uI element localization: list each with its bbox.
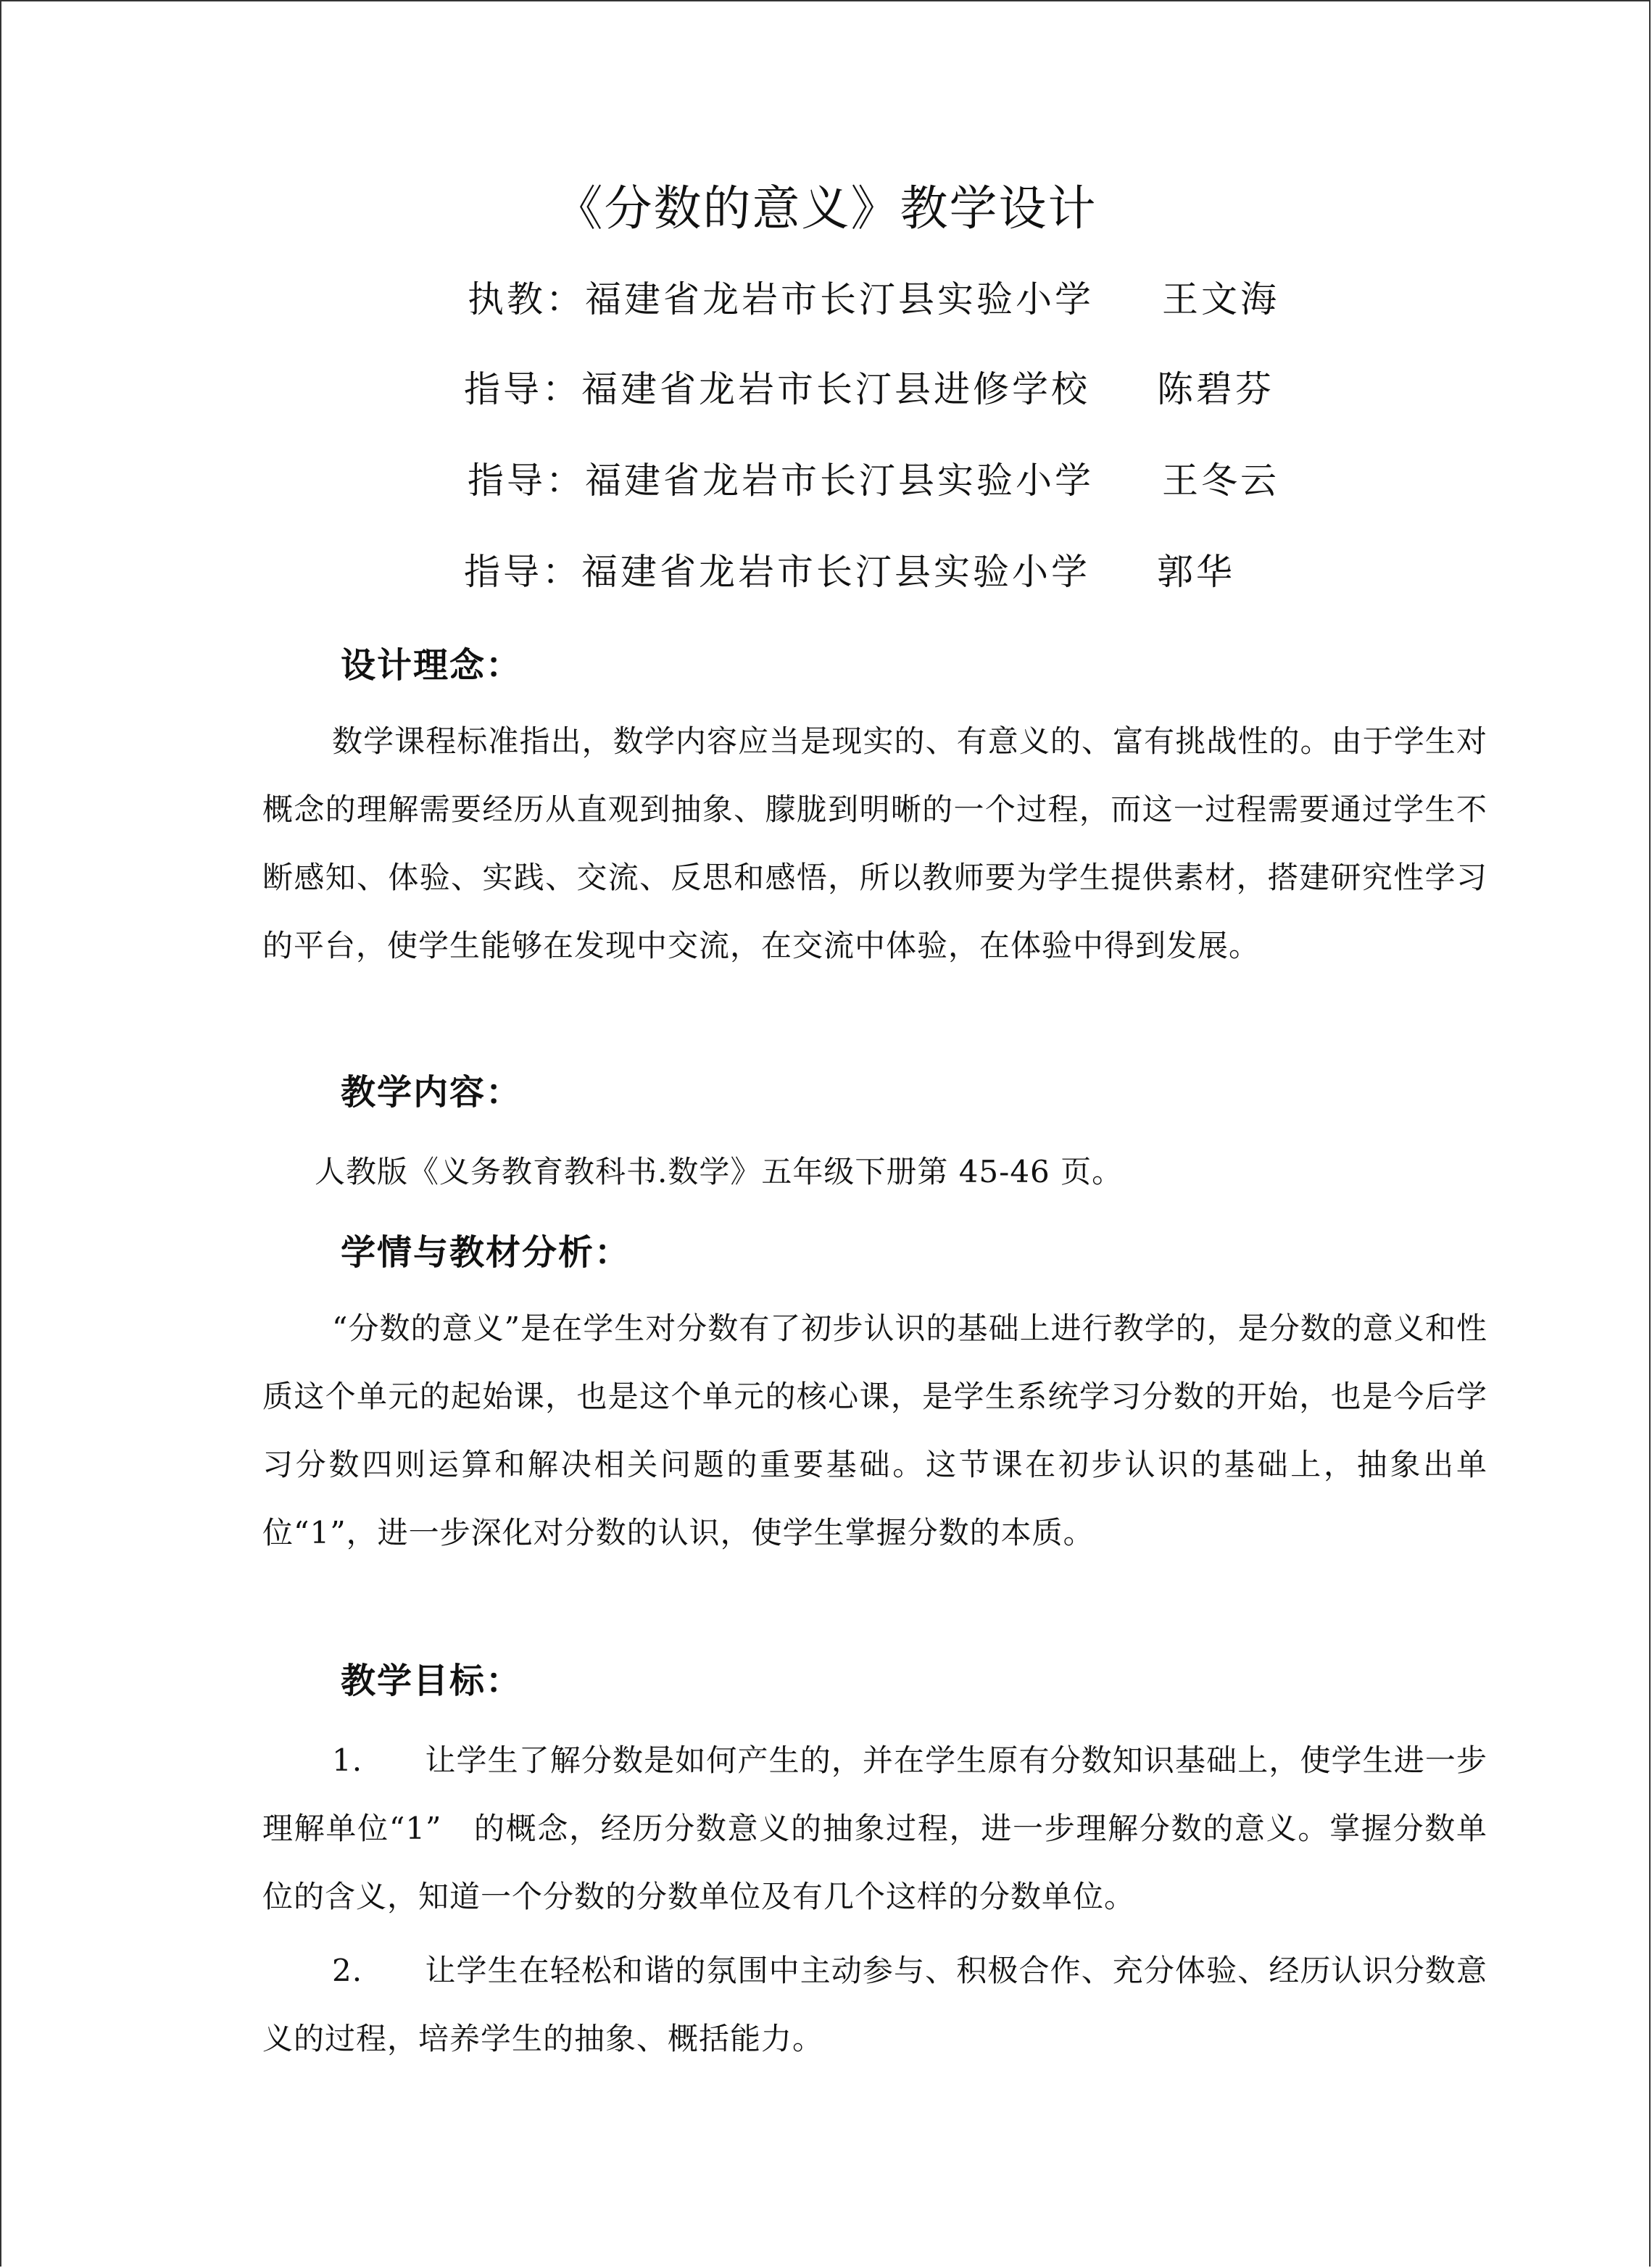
section-paragraph: “分数的意义”是在学生对分数有了初步认识的基础上进行教学的，是分数的意义和性质这个单元的起始课，也是这个单元的核心课，是学生系统学习分数的开始，也是今后学习分数四则运算和解决相关问题的重要基础。这节课在初步认识的基础上，抽象出单位“1”，进一步深化对分数的认识，使学生掌握分数的本质。	[262, 1310, 1487, 1550]
credit-role: 指导：	[468, 460, 585, 502]
credit-org: 福建省龙岩市长汀县进修学校	[581, 368, 1090, 410]
credit-line-advisor-1	[464, 367, 1274, 412]
credit-name: 王冬云	[1162, 460, 1279, 502]
section-paragraph: 数学课程标准指出，数学内容应当是现实的、有意义的、富有挑战性的。由于学生对概念的理解需要经历从直观到抽象、朦胧到明晰的一个过程，而这一过程需要通过学生不断感知、体验、实践、交流、反思和感悟，所以教师要为学生提供素材，搭建研究性学习的平台，使学生能够在发现中交流，在交流中体验，在体验中得到发展。	[262, 723, 1487, 963]
credit-org: 福建省龙岩市长汀县实验小学	[585, 278, 1094, 320]
credit-org: 福建省龙岩市长汀县实验小学	[585, 460, 1094, 502]
credit-line-advisor-3	[464, 549, 1235, 594]
credit-name: 王文海	[1162, 278, 1279, 320]
credit-role: 指导：	[464, 368, 581, 410]
credit-line-advisor-2	[468, 458, 1279, 503]
section-paragraph: 人教版《义务教育教科书.数学》五年级下册第 45-46 页。	[315, 1154, 1124, 1189]
credit-name: 陈碧芬	[1157, 368, 1274, 410]
document-title: 《分数的意义》教学设计	[555, 180, 1097, 236]
section-heading-teaching-content: 教学内容：	[341, 1072, 523, 1113]
goal-item-2: 2. 让学生在轻松和谐的氛围中主动参与、积极合作、充分体验、经历认识分数意义的过程，培养学生的抽象、概括能力。	[262, 1953, 1487, 2056]
section-heading-analysis: 学情与教材分析：	[341, 1232, 631, 1273]
credit-org: 福建省龙岩市长汀县实验小学	[581, 551, 1090, 593]
section-heading-design-philosophy: 设计理念：	[341, 645, 523, 686]
credit-role: 执教：	[468, 278, 585, 320]
credit-line-teacher	[468, 277, 1279, 322]
credit-name: 郭华	[1157, 551, 1235, 593]
section-heading-teaching-goals: 教学目标：	[341, 1661, 523, 1701]
goal-item-1: 1. 让学生了解分数是如何产生的，并在学生原有分数知识基础上，使学生进一步理解单位“1” 的概念，经历分数意义的抽象过程，进一步理解分数的意义。掌握分数单位的含义，知道一个分数的分数单位及有几个这样的分数单位。	[262, 1742, 1487, 1914]
credit-role: 指导：	[464, 551, 581, 593]
